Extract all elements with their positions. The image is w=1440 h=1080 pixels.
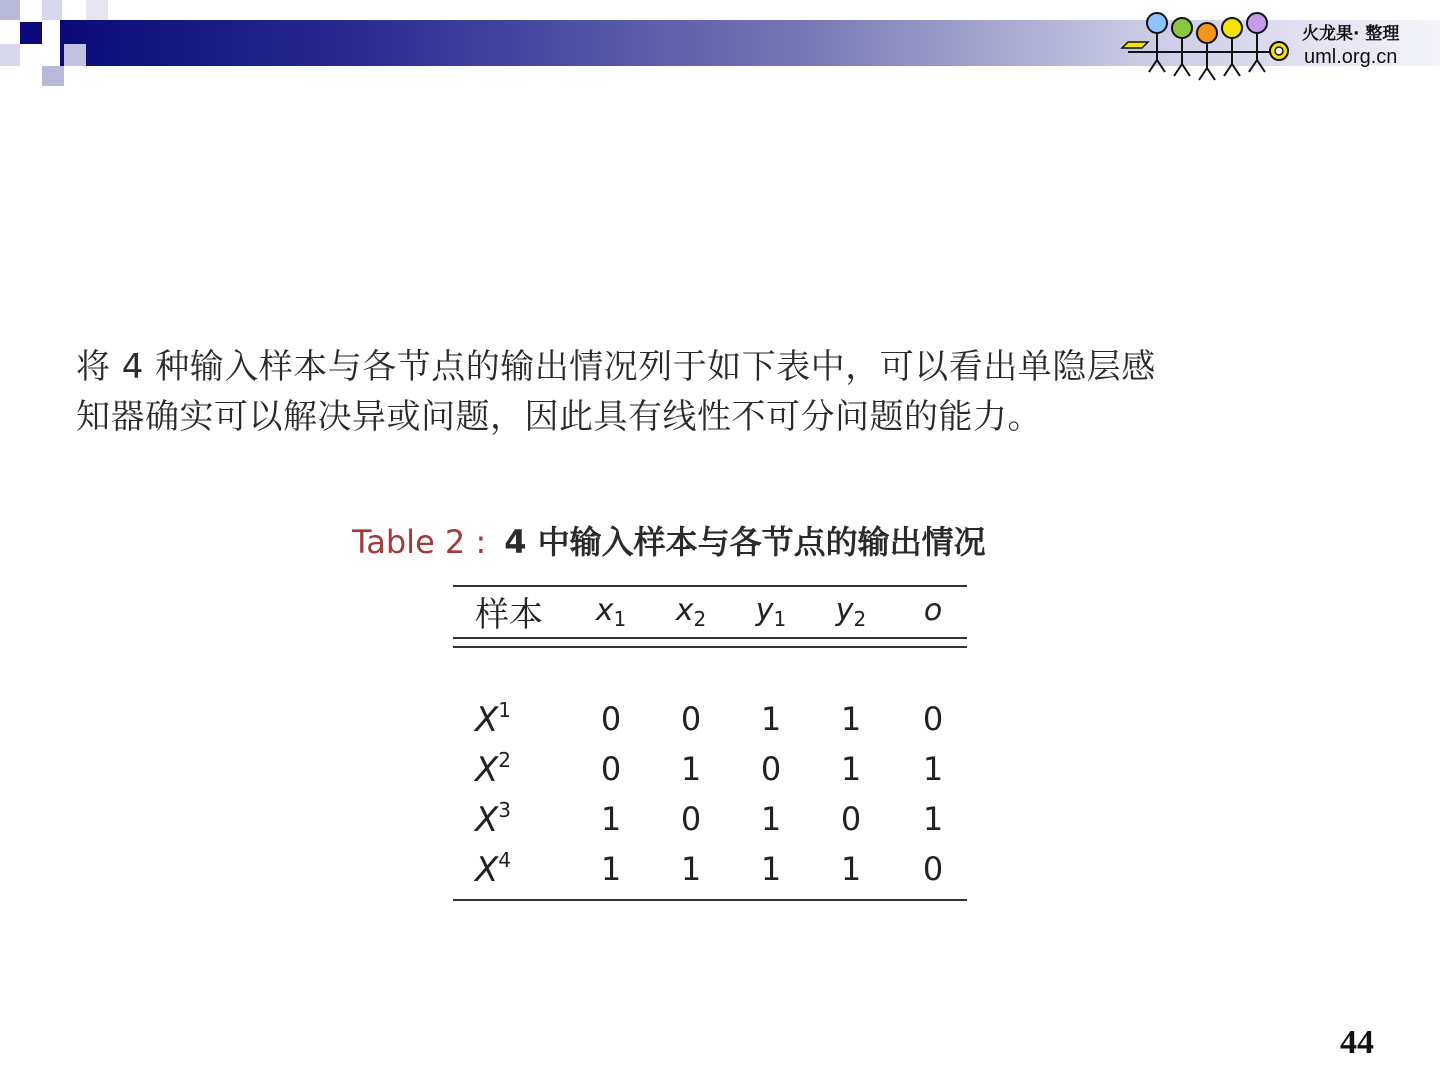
body-paragraph — [76, 342, 1376, 442]
table-cell: 1 — [922, 800, 944, 838]
table-rule-header — [453, 646, 967, 648]
header-cell-x2: $x_2$ — [675, 593, 707, 631]
table-cell: 1 — [680, 750, 702, 788]
table-cell: 1 — [840, 750, 862, 788]
table-cell: 0 — [600, 750, 622, 788]
table-header-row — [453, 587, 967, 635]
table-cell: 1 — [760, 800, 782, 838]
logo-url: uml.org.cn — [1304, 46, 1398, 68]
header-decor-square — [0, 0, 20, 20]
table-cell: 0 — [680, 800, 702, 838]
table-row — [453, 748, 967, 798]
row-sample-name: $X^3$ — [475, 798, 512, 840]
logo-label: 火龙果· 整理 — [1302, 24, 1400, 44]
table-cell: 0 — [922, 850, 944, 888]
table-cell: 1 — [600, 800, 622, 838]
table-cell: 1 — [922, 750, 944, 788]
header-decor-square — [64, 44, 86, 66]
header-cell-o: o — [923, 593, 943, 628]
table-cell: 0 — [840, 800, 862, 838]
stick-figures-logo-icon — [1120, 6, 1295, 86]
table-cell: 0 — [600, 700, 622, 738]
header-cell-y2: $y_2$ — [835, 593, 867, 631]
table-caption — [352, 520, 986, 564]
header-decor-square — [86, 0, 108, 20]
table-cell: 0 — [922, 700, 944, 738]
table-cell: 1 — [760, 850, 782, 888]
row-sample-name: $X^2$ — [475, 748, 512, 790]
table-cell: 0 — [760, 750, 782, 788]
table-cell: 1 — [600, 850, 622, 888]
table-row — [453, 798, 967, 848]
row-sample-name: $X^4$ — [475, 848, 512, 890]
header-cell-sample: 样本 — [475, 595, 543, 635]
table-cell: 1 — [840, 700, 862, 738]
header-cell-y1: $y_1$ — [755, 593, 787, 631]
table-caption-label: Table 2 : — [352, 523, 487, 561]
table-row — [453, 698, 967, 748]
header-cell-x1: $x_1$ — [595, 593, 627, 631]
header-decor-square — [20, 22, 42, 44]
header-decor-square — [42, 0, 62, 20]
table-rule-bottom — [453, 899, 967, 901]
paragraph-line: 知器确实可以解决异或问题，因此具有线性不可分问题的能力。 — [76, 397, 1042, 437]
header-decor-square — [42, 66, 64, 86]
header-decor-square — [0, 44, 20, 66]
table-row — [453, 848, 967, 898]
table-rule-header — [453, 637, 967, 639]
table-cell: 0 — [680, 700, 702, 738]
paragraph-line: 将 4 种输入样本与各节点的输出情况列于如下表中，可以看出单隐层感 — [76, 347, 1156, 387]
table-cell: 1 — [680, 850, 702, 888]
row-sample-name: $X^1$ — [475, 698, 512, 740]
page-number: 44 — [1340, 1024, 1374, 1061]
table-caption-text: 4 中输入样本与各节点的输出情况 — [504, 523, 986, 561]
table-cell: 1 — [760, 700, 782, 738]
table-cell: 1 — [840, 850, 862, 888]
